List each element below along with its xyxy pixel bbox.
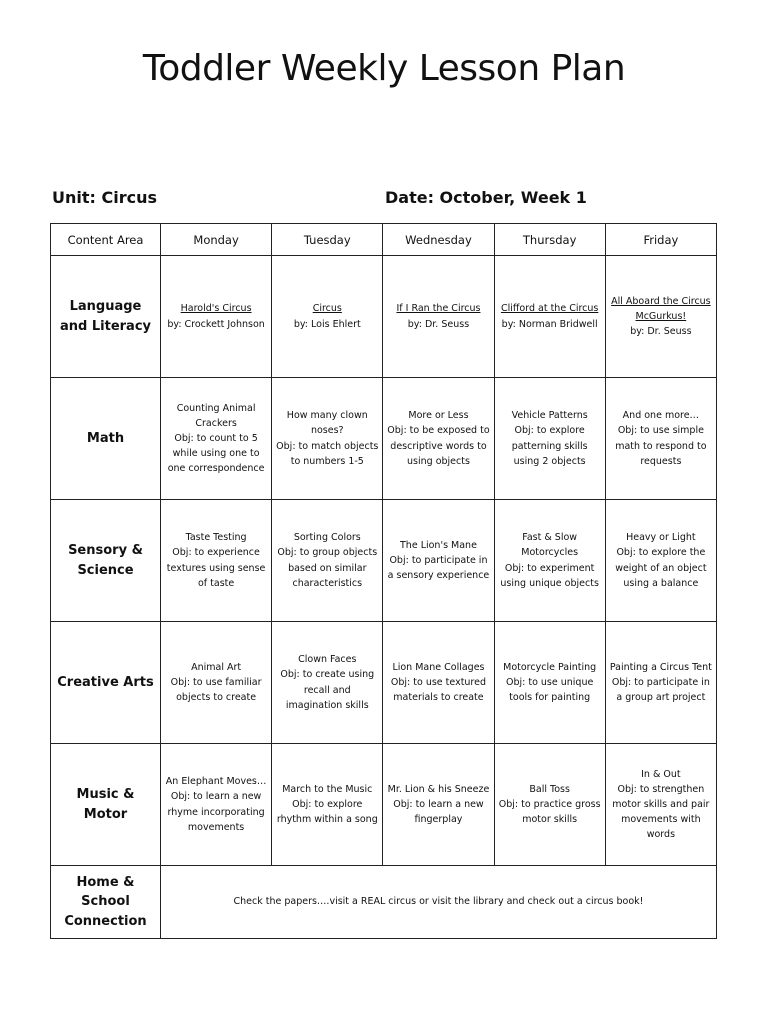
table-row [51,866,717,939]
lesson-plan-table [50,223,717,939]
lesson-cell [494,256,605,378]
lesson-cell [272,622,383,744]
activity-objective: Obj: to experience textures using sense of taste [166,547,266,589]
activity-title: The Lion's Mane [400,539,477,551]
lesson-cell [383,256,494,378]
activity-title: Vehicle Patterns [511,410,588,422]
lesson-cell [383,378,494,500]
header-friday: Friday [605,224,716,256]
book-author: by: Dr. Seuss [407,318,470,330]
activity-objective: Obj: to explore the weight of an object using a balance [615,547,707,589]
activity-title: Mr. Lion & his Sneeze [387,783,490,795]
row-label: Math [51,378,161,500]
activity-objective: Obj: to participate in a sensory experience [387,554,490,582]
activity-objective: Obj: to learn a new fingerplay [393,798,484,826]
book-title: Harold's Circus [180,303,252,315]
activity-title: Animal Art [191,661,242,673]
lesson-cell [605,256,716,378]
lesson-cell [161,256,272,378]
activity-objective: Obj: to match objects to numbers 1-5 [276,440,379,467]
book-title: All Aboard the Circus McGurkus! [611,295,711,322]
activity-objective: Obj: to strengthen motor skills and pair movements with words [612,783,710,841]
activity-objective: Obj: to create using recall and imagination skills [280,669,375,711]
book-author: by: Dr. Seuss [630,326,692,338]
lesson-cell [494,378,605,500]
lesson-cell [383,622,494,744]
book-title: Clifford at the Circus [500,303,599,315]
lesson-cell [161,378,272,500]
activity-objective: Obj: to use unique tools for painting [505,676,594,704]
activity-title: Painting a Circus Tent [609,661,712,673]
activity-objective: Obj: to use textured materials to create [390,676,487,704]
book-title: Circus [312,303,342,315]
activity-objective: Obj: to count to 5 while using one to one correspondence [167,432,265,475]
lesson-cell [383,744,494,866]
table-row [51,744,717,866]
activity-title: Taste Testing [185,532,247,544]
book-author: by: Norman Bridwell [501,318,598,330]
row-label: Sensory & Science [51,500,161,622]
header-thursday: Thursday [494,224,605,256]
lesson-cell [494,500,605,622]
header-row [51,224,717,256]
lesson-cell [494,744,605,866]
row-label: Language and Literacy [51,256,161,378]
lesson-cell [605,500,716,622]
activity-title: Sorting Colors [293,532,361,544]
activity-title: March to the Music [282,783,373,795]
activity-objective: Obj: to experiment using unique objects [500,562,599,589]
lesson-cell [494,622,605,744]
row-label: Creative Arts [51,622,161,744]
activity-title: Fast & Slow Motorcycles [521,532,579,559]
activity-title: How many clown noses? [286,410,368,437]
lesson-cell [161,500,272,622]
book-author: by: Crockett Johnson [167,318,265,330]
activity-objective: Obj: to learn a new rhyme incorporating movements [167,791,265,833]
lesson-cell [272,744,383,866]
lesson-cell [605,744,716,866]
table-row [51,378,717,500]
activity-title: In & Out [641,768,681,780]
lesson-cell [605,378,716,500]
lesson-cell [161,744,272,866]
activity-title: And one more… [622,410,700,422]
row-label: Music & Motor [51,744,161,866]
activity-objective: Obj: to use familiar objects to create [170,676,262,704]
activity-title: More or Less [408,410,469,422]
page-title: Toddler Weekly Lesson Plan [142,48,626,89]
table-row [51,622,717,744]
header-tuesday: Tuesday [272,224,383,256]
activity-title: Clown Faces [298,654,357,666]
activity-objective: Obj: to use simple math to respond to requests [615,425,707,467]
activity-objective: Obj: to group objects based on similar characteristics [277,547,378,589]
activity-objective: Obj: to be exposed to descriptive words to using objects [387,425,490,467]
date-label: Date: October, Week 1 [385,188,587,207]
unit-label: Unit: Circus [52,188,157,207]
header-monday: Monday [161,224,272,256]
activity-title: Lion Mane Collages [392,661,485,673]
activity-title: Ball Toss [529,783,570,795]
table-row [51,500,717,622]
lesson-cell [272,256,383,378]
lesson-cell [605,622,716,744]
table-row [51,256,717,378]
activity-objective: Obj: to participate in a group art project [611,676,710,704]
activity-title: Heavy or Light [626,532,696,544]
home-connection-cell: Check the papers….visit a REAL circus or visit the library and check out a circus book! [161,866,717,939]
header-wednesday: Wednesday [383,224,494,256]
book-title: If I Ran the Circus [396,303,481,315]
lesson-cell [272,378,383,500]
activity-title: Counting Animal Crackers [176,402,256,429]
activity-objective: Obj: to explore rhythm within a song [276,798,378,826]
activity-title: An Elephant Moves… [165,776,267,788]
row-label: Home & School Connection [51,866,161,939]
activity-title: Motorcycle Painting [503,661,597,673]
activity-objective: Obj: to practice gross motor skills [498,798,601,826]
book-author: by: Lois Ehlert [293,318,361,330]
header-content-area: Content Area [51,224,161,256]
lesson-cell [383,500,494,622]
activity-objective: Obj: to explore patterning skills using 2 objects [511,425,588,467]
lesson-cell [272,500,383,622]
lesson-cell [161,622,272,744]
